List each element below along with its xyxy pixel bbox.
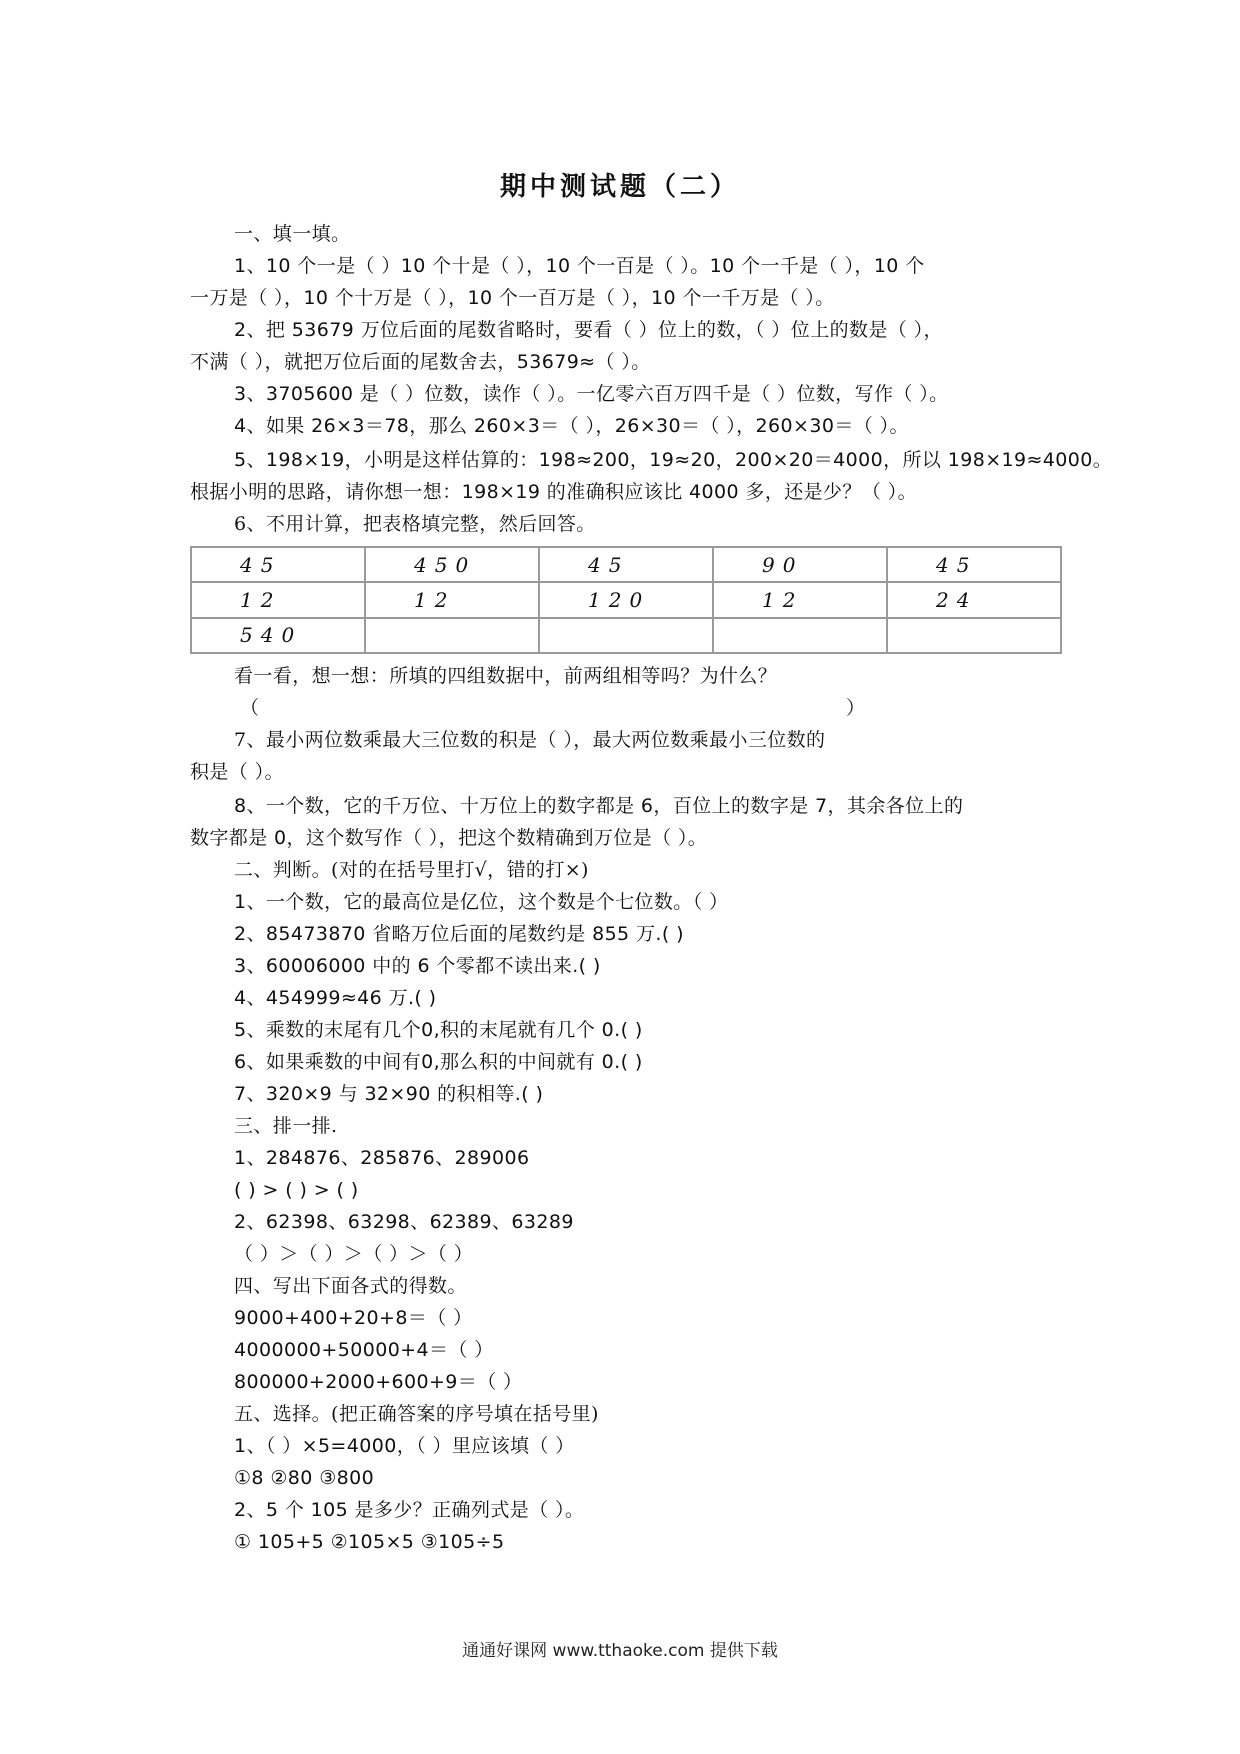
choice-question-2-options: ① 105+5 ②105×5 ③105÷5 <box>234 1531 505 1553</box>
table-cell: 45 <box>191 547 365 582</box>
table-cell-empty <box>539 618 713 653</box>
table-cell: 12 <box>191 582 365 617</box>
sum-item-1: 9000+400+20+8＝（ ） <box>234 1307 473 1329</box>
section-5-heading: 五、选择。(把正确答案的序号填在括号里) <box>234 1403 599 1425</box>
table-row <box>191 618 1061 653</box>
answer-paren-open: （ <box>240 697 260 719</box>
judge-item-7: 7、320×9 与 32×90 的积相等.( ) <box>234 1083 544 1105</box>
question-1-line-1: 1、10 个一是（ ）10 个十是（ ），10 个一百是（ ）。10 个一千是（ ），10 个 <box>234 255 925 277</box>
judge-item-4: 4、454999≈46 万.( ) <box>234 987 437 1009</box>
order-question-1-blanks: ( ) > ( ) > ( ) <box>234 1179 359 1201</box>
sum-item-2: 4000000+50000+4＝（ ） <box>234 1339 494 1361</box>
question-7-line-1: 7、最小两位数乘最大三位数的积是（ ），最大两位数乘最小三位数的 <box>234 729 826 751</box>
question-8-line-2: 数字都是 0，这个数写作（ ），把这个数精确到万位是（ ）。 <box>190 827 708 849</box>
answer-paren-close: ） <box>846 697 866 719</box>
question-2-line-2: 不满（ ），就把万位后面的尾数舍去，53679≈（ ）。 <box>190 351 651 373</box>
table-cell-empty <box>713 618 887 653</box>
question-6: 6、不用计算，把表格填完整，然后回答。 <box>234 513 596 535</box>
order-question-1: 1、284876、285876、289006 <box>234 1147 530 1169</box>
page-title: 期中测试题（二） <box>499 172 740 202</box>
section-1-heading: 一、填一填。 <box>234 223 351 245</box>
table-cell: 540 <box>191 618 365 653</box>
judge-item-5: 5、乘数的末尾有几个0,积的末尾就有几个 0.( ) <box>234 1019 643 1041</box>
table-row <box>191 582 1061 617</box>
judge-item-2: 2、85473870 省略万位后面的尾数约是 855 万.( ) <box>234 923 684 945</box>
table-cell: 12 <box>365 582 539 617</box>
question-3: 3、3705600 是（ ）位数，读作（ ）。一亿零六百万四千是（ ）位数，写作（ ）。 <box>234 383 949 405</box>
table-cell: 120 <box>539 582 713 617</box>
question-2-line-1: 2、把 53679 万位后面的尾数省略时，要看（ ）位上的数，（ ）位上的数是（ ）， <box>234 319 943 341</box>
order-question-2: 2、62398、63298、62389、63289 <box>234 1211 574 1233</box>
table-cell: 45 <box>539 547 713 582</box>
question-8-line-1: 8、一个数，它的千万位、十万位上的数字都是 6，百位上的数字是 7，其余各位上的 <box>234 795 964 817</box>
question-5-line-1: 5、198×19，小明是这样估算的：198≈200，19≈20，200×20＝4000，所以 198×19≈4000。 <box>234 449 1113 471</box>
question-6-ask: 看一看，想一想：所填的四组数据中，前两组相等吗？为什么？ <box>234 665 778 687</box>
sum-item-3: 800000+2000+600+9＝（ ） <box>234 1371 523 1393</box>
question-7-line-2: 积是（ ）。 <box>190 761 284 783</box>
question-1-line-2: 一万是（ ），10 个十万是（ ），10 个一百万是（ ），10 个一千万是（ ）。 <box>190 287 835 309</box>
table-cell-empty <box>887 618 1061 653</box>
question-4: 4、如果 26×3＝78，那么 260×3＝（ ），26×30＝（ ），260×30＝（ ）。 <box>234 415 909 437</box>
section-4-heading: 四、写出下面各式的得数。 <box>234 1275 467 1297</box>
table-cell: 24 <box>887 582 1061 617</box>
table-cell: 450 <box>365 547 539 582</box>
table-cell: 12 <box>713 582 887 617</box>
order-question-2-blanks: （ ）＞（ ）＞（ ）＞（ ） <box>234 1243 474 1265</box>
table-cell: 45 <box>887 547 1061 582</box>
footer-credit: 通通好课网 www.tthaoke.com 提供下载 <box>462 1641 778 1661</box>
section-2-heading: 二、判断。(对的在括号里打√，错的打×) <box>234 859 589 881</box>
table-row <box>191 547 1061 582</box>
judge-item-6: 6、如果乘数的中间有0,那么积的中间就有 0.( ) <box>234 1051 643 1073</box>
choice-question-1-options: ①8 ②80 ③800 <box>234 1467 375 1489</box>
fill-in-table <box>190 546 1062 654</box>
table-cell-empty <box>365 618 539 653</box>
judge-item-1: 1、一个数，它的最高位是亿位，这个数是个七位数。（ ） <box>234 891 729 913</box>
choice-question-2: 2、5 个 105 是多少？正确列式是（ ）。 <box>234 1499 585 1521</box>
choice-question-1: 1、（ ）×5=4000，（ ）里应该填（ ） <box>234 1435 575 1457</box>
table-cell: 90 <box>713 547 887 582</box>
section-3-heading: 三、排一排. <box>234 1115 338 1137</box>
judge-item-3: 3、60006000 中的 6 个零都不读出来.( ) <box>234 955 601 977</box>
question-5-line-2: 根据小明的思路，请你想一想：198×19 的准确积应该比 4000 多，还是少？（ ）。 <box>190 481 917 503</box>
